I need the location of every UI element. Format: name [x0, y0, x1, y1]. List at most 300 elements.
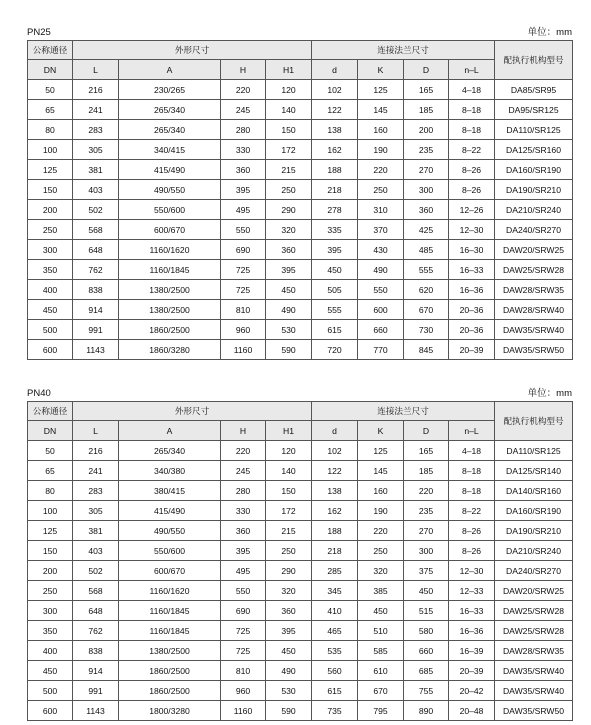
table-cell: 590: [266, 340, 312, 360]
table-cell: 160: [358, 481, 404, 501]
table-cell: 530: [266, 320, 312, 340]
table-cell: 300: [28, 240, 73, 260]
col-header-d-small: d: [312, 60, 358, 80]
table-cell: 283: [73, 481, 119, 501]
table-cell: 12–30: [449, 561, 495, 581]
table-cell: 485: [404, 240, 449, 260]
table-cell: 510: [358, 621, 404, 641]
table-cell: 250: [28, 581, 73, 601]
table-cell: DA125/SR160: [495, 140, 573, 160]
table-row: [28, 541, 573, 561]
table-cell: 230/265: [119, 80, 221, 100]
table-cell: 150: [266, 481, 312, 501]
table-cell: 615: [312, 320, 358, 340]
table-cell: 914: [73, 661, 119, 681]
table-cell: 395: [266, 621, 312, 641]
table-cell: 125: [28, 160, 73, 180]
table-cell: 360: [266, 601, 312, 621]
table-cell: 278: [312, 200, 358, 220]
table-cell: 305: [73, 140, 119, 160]
table-cell: 381: [73, 160, 119, 180]
table-cell: 165: [404, 80, 449, 100]
table-cell: 340/380: [119, 461, 221, 481]
table-cell: 65: [28, 100, 73, 120]
table-cell: 550/600: [119, 541, 221, 561]
table-cell: 185: [404, 461, 449, 481]
table-cell: 991: [73, 320, 119, 340]
table-cell: 550: [221, 220, 266, 240]
unit-label: 单位：mm: [527, 27, 572, 38]
table-cell: 245: [221, 461, 266, 481]
table-cell: 1143: [73, 340, 119, 360]
table-cell: DA110/SR125: [495, 441, 573, 461]
table-cell: 150: [28, 180, 73, 200]
table-cell: 12–33: [449, 581, 495, 601]
table-cell: 102: [312, 80, 358, 100]
table-cell: 200: [28, 561, 73, 581]
col-header-k: K: [358, 421, 404, 441]
table-cell: 515: [404, 601, 449, 621]
table-cell: 725: [221, 280, 266, 300]
table-row: [28, 681, 573, 701]
table-row: [28, 300, 573, 320]
table-cell: 300: [404, 541, 449, 561]
table-cell: DA240/SR270: [495, 220, 573, 240]
table-cell: 725: [221, 260, 266, 280]
table-cell: 270: [404, 160, 449, 180]
table-cell: DAW35/SRW40: [495, 681, 573, 701]
table-cell: 648: [73, 240, 119, 260]
col-header-d: D: [404, 60, 449, 80]
table-cell: 145: [358, 100, 404, 120]
table-cell: 190: [358, 140, 404, 160]
table-cell: 762: [73, 260, 119, 280]
table-cell: 585: [358, 641, 404, 661]
table-cell: 490: [358, 260, 404, 280]
table-cell: 450: [404, 581, 449, 601]
table-cell: 150: [266, 120, 312, 140]
table-row: [28, 240, 573, 260]
table-cell: 1860/2500: [119, 320, 221, 340]
table-cell: 220: [358, 521, 404, 541]
table-cell: 960: [221, 320, 266, 340]
dimension-table-pn25: [27, 40, 573, 360]
table-cell: 8–18: [449, 461, 495, 481]
table-cell: 960: [221, 681, 266, 701]
table-cell: 138: [312, 120, 358, 140]
table-cell: 1160/1620: [119, 581, 221, 601]
table-cell: 305: [73, 501, 119, 521]
table-cell: 265/340: [119, 100, 221, 120]
table-cell: 216: [73, 441, 119, 461]
table-cell: 245: [221, 100, 266, 120]
table-cell: 16–30: [449, 240, 495, 260]
table-row: [28, 140, 573, 160]
table-cell: 395: [312, 240, 358, 260]
table-cell: DAW28/SRW35: [495, 641, 573, 661]
table-cell: 145: [358, 461, 404, 481]
table-cell: 450: [266, 280, 312, 300]
table-cell: DAW28/SRW35: [495, 280, 573, 300]
section-pn40: [27, 387, 572, 721]
table-cell: 218: [312, 541, 358, 561]
header-outer-dimensions: 外形尺寸: [73, 41, 312, 60]
table-cell: 120: [266, 80, 312, 100]
table-cell: 165: [404, 441, 449, 461]
table-cell: 8–18: [449, 120, 495, 140]
table-cell: 755: [404, 681, 449, 701]
table-cell: 450: [28, 661, 73, 681]
table-cell: 122: [312, 100, 358, 120]
table-cell: 490/550: [119, 521, 221, 541]
table-cell: DAW35/SRW50: [495, 701, 573, 721]
col-header-h: H: [221, 60, 266, 80]
table-cell: 360: [221, 521, 266, 541]
table-cell: 340/415: [119, 140, 221, 160]
table-cell: 100: [28, 501, 73, 521]
table-cell: 490/550: [119, 180, 221, 200]
table-cell: 685: [404, 661, 449, 681]
table-cell: 381: [73, 521, 119, 541]
table-cell: 690: [221, 601, 266, 621]
table-cell: DAW25/SRW28: [495, 621, 573, 641]
table-cell: 12–30: [449, 220, 495, 240]
col-header-n-l: n–L: [449, 421, 495, 441]
table-cell: 400: [28, 641, 73, 661]
table-cell: 140: [266, 461, 312, 481]
table-cell: 122: [312, 461, 358, 481]
table-cell: 8–26: [449, 541, 495, 561]
table-cell: 1160/1845: [119, 260, 221, 280]
table-cell: 720: [312, 340, 358, 360]
table-cell: 283: [73, 120, 119, 140]
col-header-d-small: d: [312, 421, 358, 441]
table-row: [28, 260, 573, 280]
col-header-d: D: [404, 421, 449, 441]
table-cell: 530: [266, 681, 312, 701]
pressure-class-title: PN40: [27, 388, 51, 399]
table-cell: 320: [266, 581, 312, 601]
section-header: [27, 26, 572, 40]
table-cell: 660: [358, 320, 404, 340]
table-cell: 403: [73, 180, 119, 200]
table-cell: 395: [266, 260, 312, 280]
table-cell: 375: [404, 561, 449, 581]
table-cell: DAW20/SRW25: [495, 581, 573, 601]
table-cell: 600/670: [119, 561, 221, 581]
table-cell: 1860/3280: [119, 340, 221, 360]
table-cell: DA210/SR240: [495, 541, 573, 561]
table-row: [28, 180, 573, 200]
table-cell: 200: [28, 200, 73, 220]
table-cell: 450: [312, 260, 358, 280]
table-cell: 4–18: [449, 441, 495, 461]
table-cell: DAW25/SRW28: [495, 260, 573, 280]
table-cell: 385: [358, 581, 404, 601]
table-cell: 220: [221, 441, 266, 461]
col-header-dn: DN: [28, 60, 73, 80]
table-cell: 360: [221, 160, 266, 180]
col-header-h1: H1: [266, 421, 312, 441]
table-cell: 735: [312, 701, 358, 721]
table-cell: 138: [312, 481, 358, 501]
table-cell: 20–42: [449, 681, 495, 701]
table-cell: 16–39: [449, 641, 495, 661]
table-cell: 250: [28, 220, 73, 240]
table-cell: 600: [28, 340, 73, 360]
table-cell: DAW25/SRW28: [495, 601, 573, 621]
table-cell: 20–36: [449, 320, 495, 340]
table-cell: DA210/SR240: [495, 200, 573, 220]
table-cell: 810: [221, 661, 266, 681]
table-cell: 140: [266, 100, 312, 120]
table-cell: 560: [312, 661, 358, 681]
table-cell: 795: [358, 701, 404, 721]
table-cell: 555: [312, 300, 358, 320]
header-actuator-model: 配执行机构型号: [495, 402, 573, 441]
header-nominal-diameter: 公称通径: [28, 41, 73, 60]
table-row: [28, 481, 573, 501]
table-cell: 350: [28, 260, 73, 280]
table-cell: 330: [221, 501, 266, 521]
table-row: [28, 661, 573, 681]
table-cell: 8–26: [449, 160, 495, 180]
table-cell: DA95/SR125: [495, 100, 573, 120]
table-cell: 235: [404, 501, 449, 521]
table-row: [28, 220, 573, 240]
table-cell: 615: [312, 681, 358, 701]
table-cell: 450: [358, 601, 404, 621]
col-header-l: L: [73, 421, 119, 441]
table-cell: 600: [28, 701, 73, 721]
table-cell: 220: [358, 160, 404, 180]
table-cell: 235: [404, 140, 449, 160]
table-cell: 670: [358, 681, 404, 701]
table-cell: 16–33: [449, 260, 495, 280]
table-cell: 215: [266, 521, 312, 541]
table-cell: 500: [28, 681, 73, 701]
col-header-k: K: [358, 60, 404, 80]
col-header-h: H: [221, 421, 266, 441]
table-cell: 310: [358, 200, 404, 220]
table-row: [28, 120, 573, 140]
table-row: [28, 461, 573, 481]
table-cell: 350: [28, 621, 73, 641]
dimension-table-pn40: [27, 401, 573, 721]
table-cell: 172: [266, 501, 312, 521]
table-cell: 620: [404, 280, 449, 300]
table-cell: 20–48: [449, 701, 495, 721]
table-cell: 150: [28, 541, 73, 561]
table-cell: 1160/1620: [119, 240, 221, 260]
section-header: [27, 387, 572, 401]
header-flange-dimensions: 连接法兰尺寸: [312, 402, 495, 421]
table-cell: 20–36: [449, 300, 495, 320]
table-cell: DA160/SR190: [495, 501, 573, 521]
table-cell: 500: [28, 320, 73, 340]
col-header-dn: DN: [28, 421, 73, 441]
table-cell: 610: [358, 661, 404, 681]
table-row: [28, 521, 573, 541]
table-cell: DA85/SR95: [495, 80, 573, 100]
table-cell: 16–36: [449, 621, 495, 641]
table-cell: 20–39: [449, 340, 495, 360]
table-cell: 100: [28, 140, 73, 160]
table-row: [28, 80, 573, 100]
table-cell: 162: [312, 501, 358, 521]
table-row: [28, 601, 573, 621]
table-cell: 465: [312, 621, 358, 641]
table-cell: 1860/2500: [119, 681, 221, 701]
table-cell: 415/490: [119, 501, 221, 521]
table-cell: 320: [266, 220, 312, 240]
table-cell: 65: [28, 461, 73, 481]
table-cell: 1860/2500: [119, 661, 221, 681]
table-cell: 1380/2500: [119, 641, 221, 661]
table-cell: 410: [312, 601, 358, 621]
table-row: [28, 641, 573, 661]
table-cell: DAW35/SRW40: [495, 661, 573, 681]
table-cell: 568: [73, 581, 119, 601]
table-body: [28, 441, 573, 721]
table-row: [28, 340, 573, 360]
table-cell: 220: [404, 481, 449, 501]
table-cell: 502: [73, 200, 119, 220]
unit-label: 单位：mm: [527, 388, 572, 399]
table-cell: 1143: [73, 701, 119, 721]
table-cell: 330: [221, 140, 266, 160]
section-pn25: [27, 26, 572, 360]
table-cell: 335: [312, 220, 358, 240]
table-cell: 8–18: [449, 481, 495, 501]
table-row: [28, 621, 573, 641]
table-cell: 425: [404, 220, 449, 240]
table-row: [28, 200, 573, 220]
table-cell: 125: [28, 521, 73, 541]
table-cell: 162: [312, 140, 358, 160]
table-cell: 770: [358, 340, 404, 360]
table-cell: 120: [266, 441, 312, 461]
table-cell: 1800/3280: [119, 701, 221, 721]
table-cell: DAW28/SRW40: [495, 300, 573, 320]
table-cell: 172: [266, 140, 312, 160]
table-cell: 838: [73, 641, 119, 661]
col-header-h1: H1: [266, 60, 312, 80]
table-cell: 660: [404, 641, 449, 661]
table-cell: 495: [221, 561, 266, 581]
table-cell: 890: [404, 701, 449, 721]
table-cell: 403: [73, 541, 119, 561]
table-cell: 730: [404, 320, 449, 340]
table-cell: 300: [404, 180, 449, 200]
table-cell: DA160/SR190: [495, 160, 573, 180]
table-body: [28, 80, 573, 360]
table-cell: DA190/SR210: [495, 180, 573, 200]
table-row: [28, 100, 573, 120]
table-cell: 200: [404, 120, 449, 140]
table-cell: 415/490: [119, 160, 221, 180]
table-cell: 810: [221, 300, 266, 320]
table-cell: 188: [312, 521, 358, 541]
table-cell: 290: [266, 561, 312, 581]
table-cell: DAW20/SRW25: [495, 240, 573, 260]
table-cell: 218: [312, 180, 358, 200]
table-cell: 838: [73, 280, 119, 300]
col-header-n-l: n–L: [449, 60, 495, 80]
table-cell: 320: [358, 561, 404, 581]
table-cell: 670: [404, 300, 449, 320]
table-cell: 1160/1845: [119, 601, 221, 621]
table-cell: 80: [28, 481, 73, 501]
table-cell: 125: [358, 80, 404, 100]
table-row: [28, 561, 573, 581]
table-cell: 265/340: [119, 120, 221, 140]
table-cell: 1380/2500: [119, 300, 221, 320]
table-cell: 762: [73, 621, 119, 641]
table-cell: 50: [28, 80, 73, 100]
table-cell: 8–22: [449, 140, 495, 160]
table-cell: 600/670: [119, 220, 221, 240]
table-cell: 250: [266, 541, 312, 561]
table-cell: 555: [404, 260, 449, 280]
table-cell: DA125/SR140: [495, 461, 573, 481]
table-cell: DAW35/SRW50: [495, 340, 573, 360]
table-cell: 188: [312, 160, 358, 180]
table-cell: 648: [73, 601, 119, 621]
header-outer-dimensions: 外形尺寸: [73, 402, 312, 421]
table-cell: 550: [358, 280, 404, 300]
table-cell: 1380/2500: [119, 280, 221, 300]
table-cell: 1160: [221, 701, 266, 721]
table-cell: 370: [358, 220, 404, 240]
table-cell: 185: [404, 100, 449, 120]
table-cell: 300: [28, 601, 73, 621]
table-cell: 190: [358, 501, 404, 521]
table-cell: 16–33: [449, 601, 495, 621]
table-cell: 550: [221, 581, 266, 601]
table-cell: 280: [221, 481, 266, 501]
col-header-a: A: [119, 421, 221, 441]
header-flange-dimensions: 连接法兰尺寸: [312, 41, 495, 60]
table-cell: 345: [312, 581, 358, 601]
table-cell: DA240/SR270: [495, 561, 573, 581]
table-cell: 241: [73, 100, 119, 120]
table-cell: 490: [266, 300, 312, 320]
table-cell: 12–26: [449, 200, 495, 220]
table-cell: 580: [404, 621, 449, 641]
table-cell: 270: [404, 521, 449, 541]
table-cell: DA140/SR160: [495, 481, 573, 501]
table-row: [28, 441, 573, 461]
table-cell: 360: [404, 200, 449, 220]
table-cell: 8–26: [449, 521, 495, 541]
table-cell: 50: [28, 441, 73, 461]
table-cell: 395: [221, 180, 266, 200]
table-cell: 535: [312, 641, 358, 661]
table-cell: 280: [221, 120, 266, 140]
table-cell: 505: [312, 280, 358, 300]
table-cell: 380/415: [119, 481, 221, 501]
table-cell: 725: [221, 621, 266, 641]
header-nominal-diameter: 公称通径: [28, 402, 73, 421]
table-cell: 395: [221, 541, 266, 561]
table-cell: 430: [358, 240, 404, 260]
table-cell: 490: [266, 661, 312, 681]
table-cell: DAW35/SRW40: [495, 320, 573, 340]
header-actuator-model: 配执行机构型号: [495, 41, 573, 80]
table-cell: 568: [73, 220, 119, 240]
table-cell: 20–39: [449, 661, 495, 681]
